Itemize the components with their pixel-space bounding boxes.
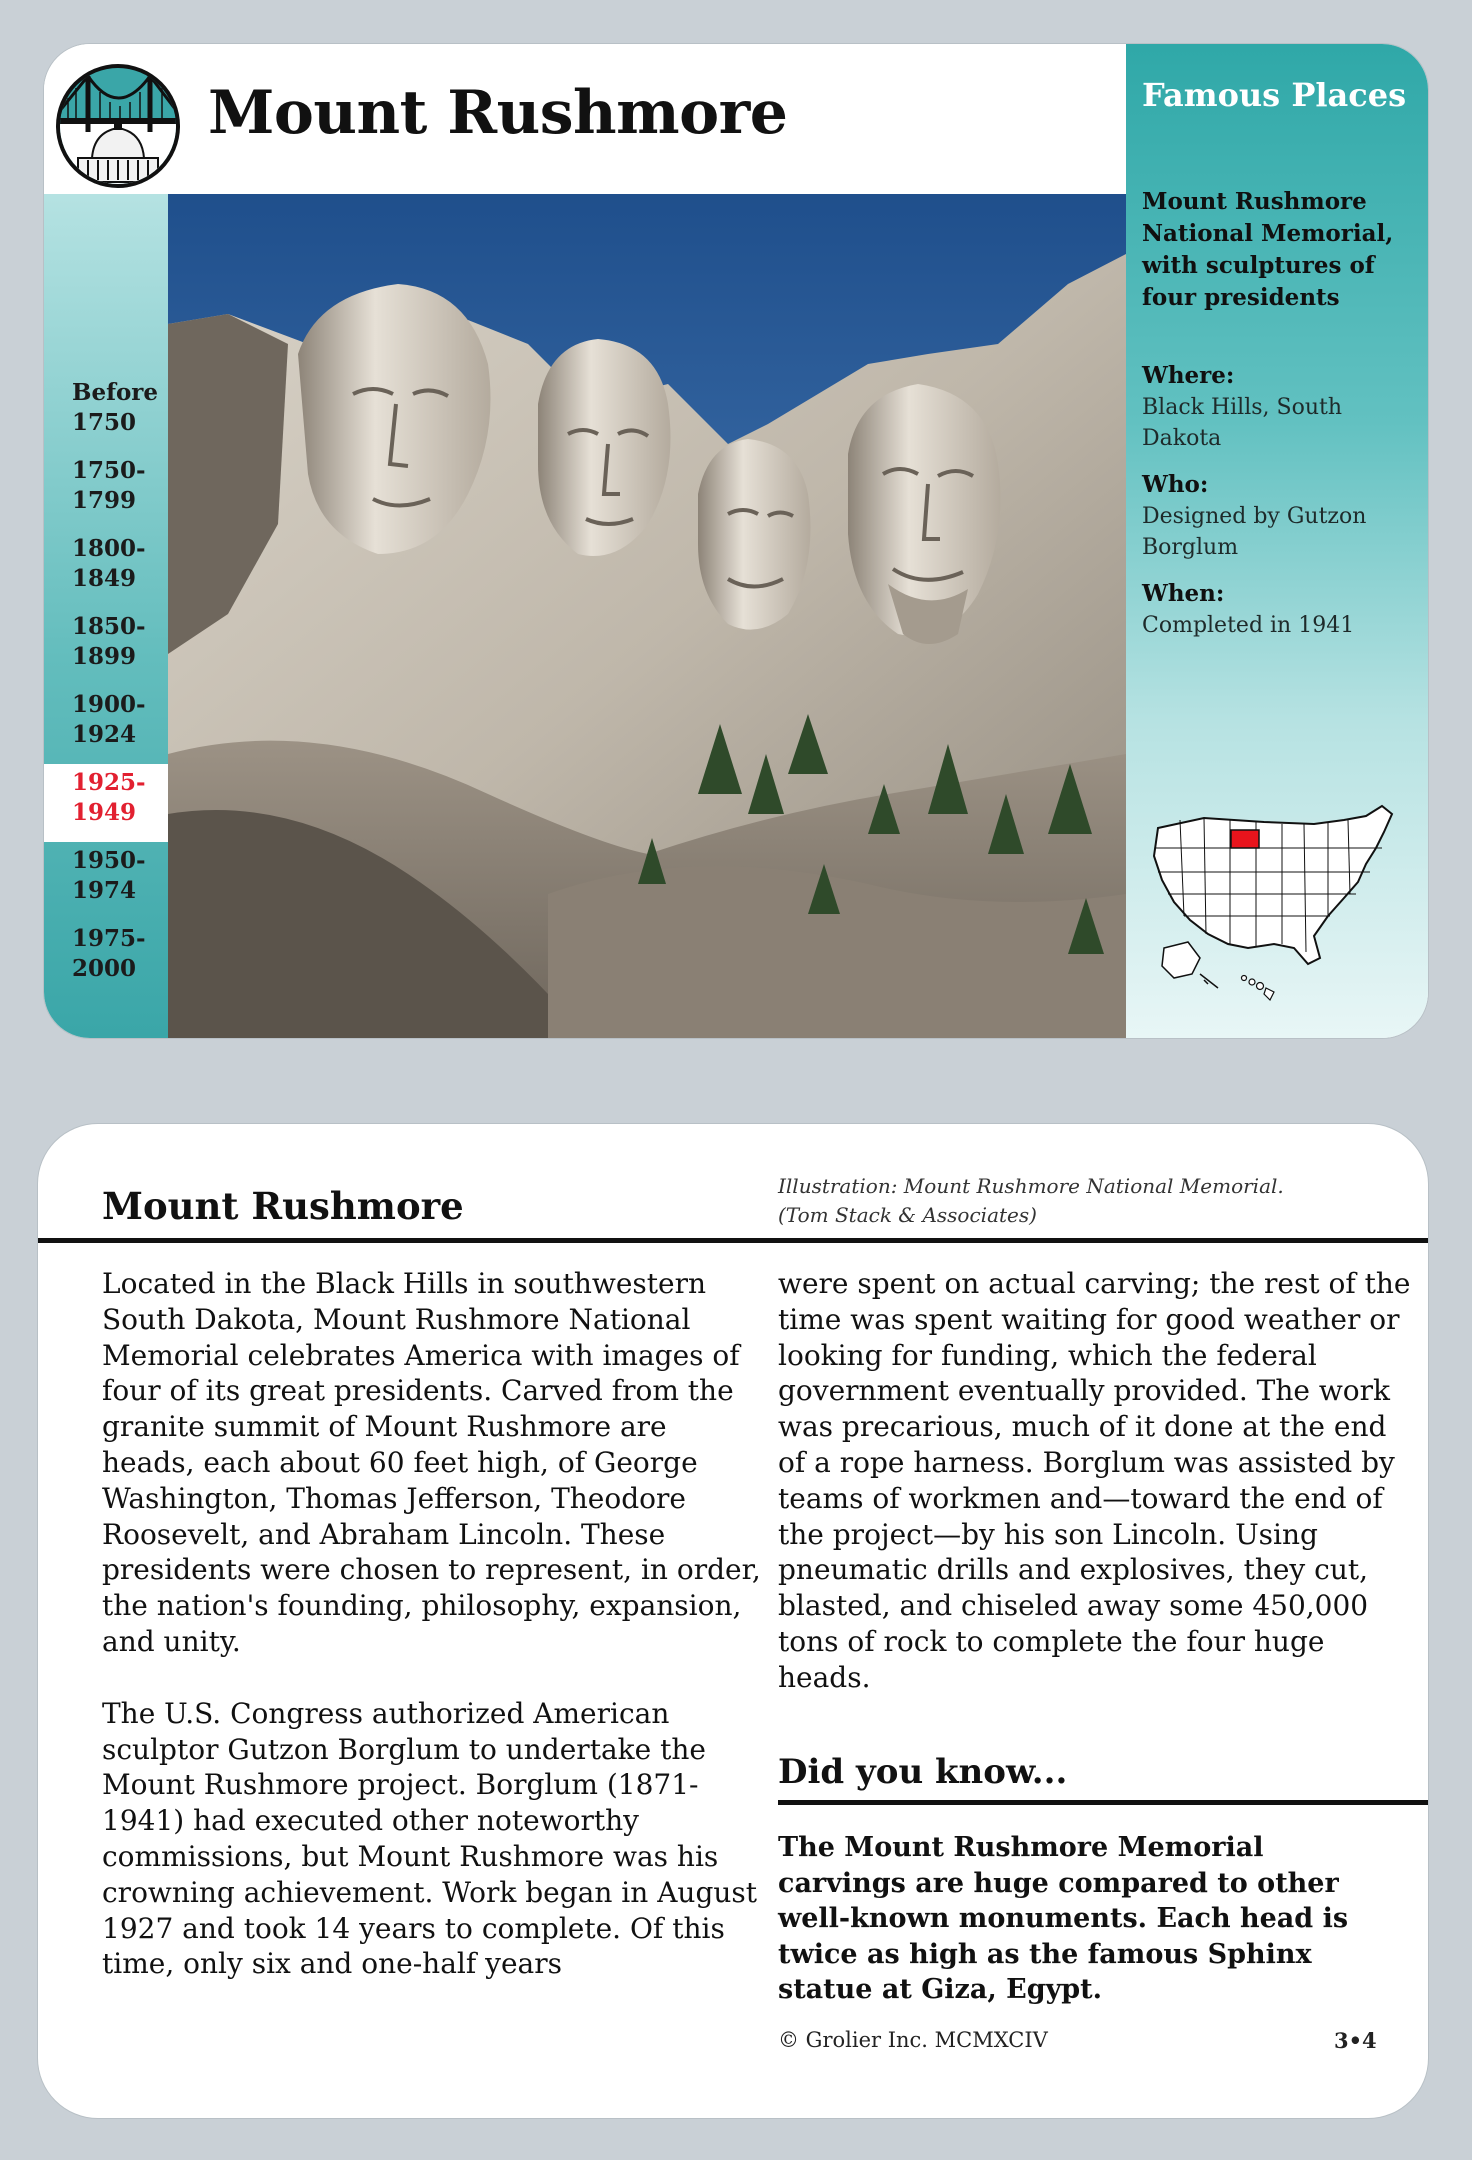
timeline-era: Before 1750 (72, 379, 159, 436)
timeline-era-active: 1925- 1949 (44, 764, 168, 842)
fact-who (1142, 469, 1418, 563)
fact-label: When: (1142, 580, 1225, 607)
did-you-know-heading: Did you know... (778, 1752, 1068, 1792)
copyright-notice: © Grolier Inc. MCMXCIV (778, 2028, 1048, 2052)
bridge-capitol-logo-icon (54, 62, 182, 190)
us-map-icon (1144, 798, 1414, 1008)
fact-where (1142, 360, 1418, 454)
timeline (44, 374, 168, 998)
timeline-era: 1750- 1799 (72, 457, 146, 514)
timeline-era: 1900- 1924 (72, 691, 146, 748)
timeline-era: 1975- 2000 (72, 925, 146, 982)
back-card (38, 1124, 1428, 2118)
back-title: Mount Rushmore (102, 1184, 464, 1228)
fact-label: Where: (1142, 362, 1235, 389)
fact-label: Who: (1142, 471, 1209, 498)
fact-value: Designed by Gutzon Borglum (1142, 504, 1367, 560)
article-paragraph: were spent on actual carving; the rest of the time was spent waiting for good weather or looking for funding, which the federal government eventually provided. The work was precarious, much of it done at the end of a rope harness. Borglum was assisted by teams of workmen and—toward the end of the project—by his son Lincoln. Using pneumatic drills and explosives, they cut, blasted, and chiseled away some 450,000 tons of rock to complete the four huge heads. (778, 1267, 1411, 1694)
front-title: Mount Rushmore (208, 78, 788, 148)
timeline-era: 1950- 1974 (72, 847, 146, 904)
illustration-credit: Illustration: Mount Rushmore National Memorial. (Tom Stack & Associates) (778, 1174, 1284, 1227)
photo-caption: Mount Rushmore National Memorial, with sculptures of four presidents (1142, 188, 1394, 311)
front-card (44, 44, 1428, 1038)
article-column-1 (102, 1266, 762, 1982)
article-paragraph: Located in the Black Hills in southwestern South Dakota, Mount Rushmore National Memorial celebrates America with images of four of its great presidents. Carved from the granite summit of Mount Rushmore are heads, each about 60 feet high, of George Washington, Thomas Jefferson, Theodore Roosevelt, and Abraham Lincoln. These presidents were chosen to represent, in order, the nation's founding, philosophy, expansion, and unity. (102, 1267, 761, 1658)
timeline-era: 1800- 1849 (72, 535, 146, 592)
header-rule (38, 1238, 1428, 1243)
card-number: 3•4 (1334, 2028, 1377, 2053)
did-you-know-text: The Mount Rushmore Memorial carvings are huge compared to other well-known monuments. Each head is twice as high as the famous Sphinx statue at Giza, Egypt. (778, 1832, 1349, 2005)
fact-value: Black Hills, South Dakota (1142, 395, 1343, 451)
fact-value: Completed in 1941 (1142, 613, 1355, 638)
article-column-2 (778, 1266, 1418, 1696)
info-panel (1126, 44, 1428, 1038)
mount-rushmore-photo (168, 194, 1126, 1038)
did-you-know-rule (778, 1800, 1428, 1805)
fact-when (1142, 578, 1418, 641)
timeline-era: 1850- 1899 (72, 613, 146, 670)
category-label: Famous Places (1142, 76, 1407, 114)
article-paragraph: The U.S. Congress authorized American sculptor Gutzon Borglum to undertake the Mount Rushmore project. Borglum (1871-1941) had executed other noteworthy commissions, but Mount Rushmore was his crowning achievement. Work began in August 1927 and took 14 years to complete. Of this time, only six and one-half years (102, 1696, 758, 1981)
